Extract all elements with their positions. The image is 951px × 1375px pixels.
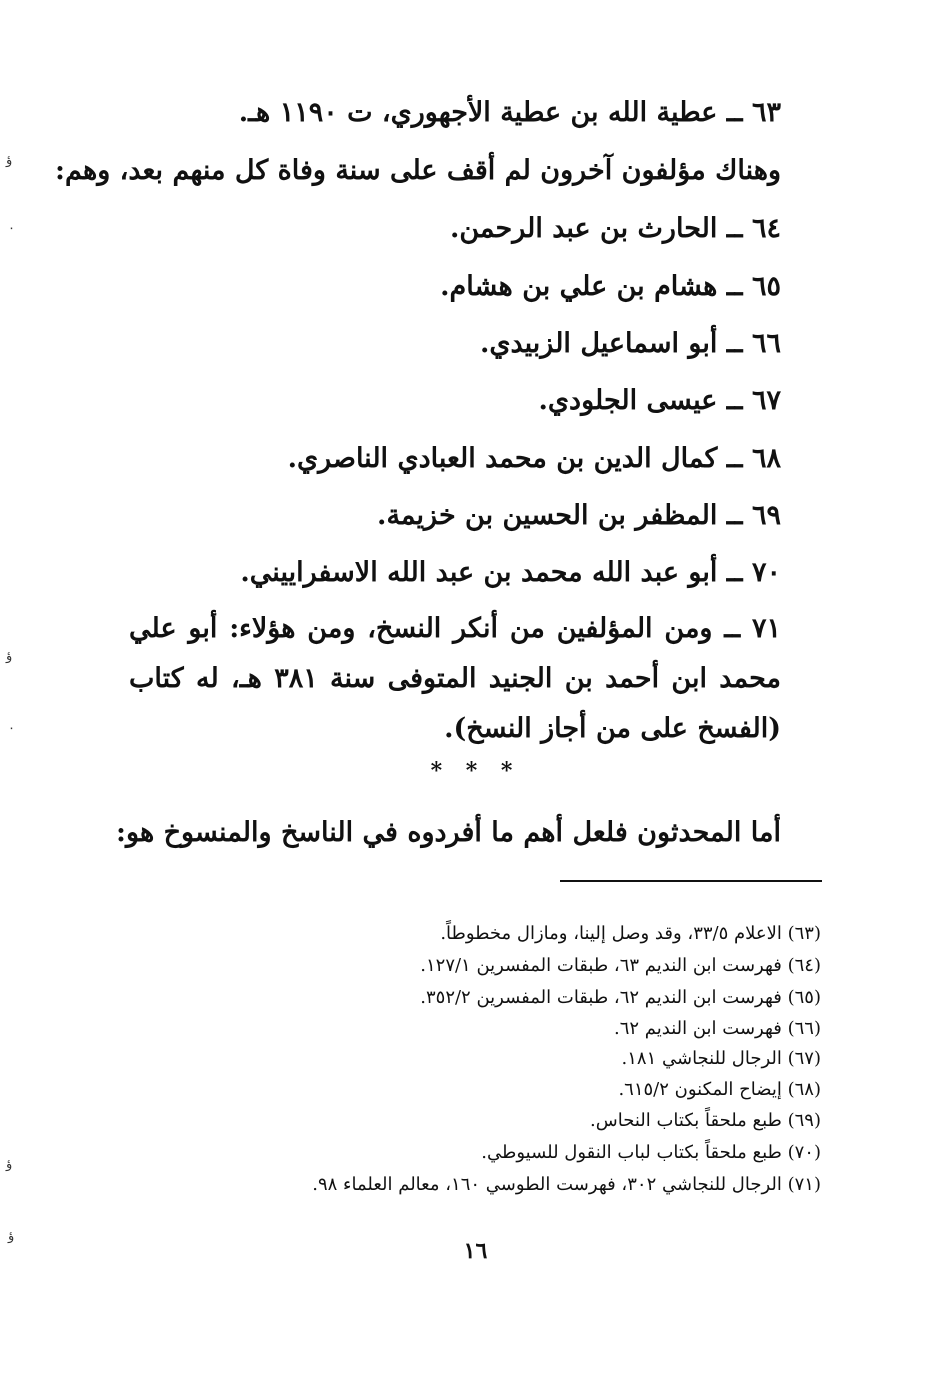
footnote-65: (٦٥) فهرست ابن النديم ٦٢، طبقات المفسرين ٣٥٢/٢. [420,987,821,1008]
footnote-66: (٦٦) فهرست ابن النديم ٦٢. [613,1018,821,1039]
entry-69: ٦٩ ــ المظفر بن الحسين بن خزيمة. [377,500,781,531]
footnote-68: (٦٨) إيضاح المكنون ٦١٥/٢. [618,1079,821,1100]
entry-66: ٦٦ ــ أبو اسماعيل الزبيدي. [479,328,781,359]
footnote-rule [560,880,822,882]
entry-65: ٦٥ ــ هشام بن علي بن هشام. [440,271,781,302]
closing-line: أما المحدثون فلعل أهم ما أفردوه في الناسخ والمنسوخ هو: [116,817,781,848]
margin-mark: ؤ [8,1229,15,1244]
entry-71-paragraph: ٧١ ــ ومن المؤلفين من أنكر النسخ، ومن هؤلاء: أبو علي محمد ابن أحمد بن الجنيد المتوفى سنة ٣٨١ هـ، له كتاب (الفسخ على من أجاز النسخ). [129,613,781,744]
margin-mark: ٠ [8,721,15,736]
footnote-67: (٦٧) الرجال للنجاشي ١٨١. [621,1048,821,1069]
footnote-63: (٦٣) الاعلام ٣٣/٥، وقد وصل إلينا، ومازال مخطوطاً. [440,923,821,944]
margin-mark: ؤ [6,649,13,664]
page-number: ١٦ [463,1238,488,1264]
footnote-70: (٧٠) طبع ملحقاً بكتاب لباب النقول للسيوطي. [481,1142,821,1163]
margin-mark: ٠ [8,221,15,236]
margin-mark: ؤ [6,1157,13,1172]
entry-67: ٦٧ ــ عيسى الجلودي. [538,385,781,416]
entry-68: ٦٨ ــ كمال الدين بن محمد العبادي الناصري. [287,443,781,474]
section-separator: * * * [430,758,521,784]
footnote-64: (٦٤) فهرست ابن النديم ٦٣، طبقات المفسرين ١٢٧/١. [420,955,821,976]
footnote-71: (٧١) الرجال للنجاشي ٣٠٢، فهرست الطوسي ١٦٠، معالم العلماء ٩٨. [312,1174,821,1195]
margin-mark: ؤ [6,153,13,168]
footnote-69: (٦٩) طبع ملحقاً بكتاب النحاس. [590,1110,821,1131]
entry-63: ٦٣ ــ عطية الله بن عطية الأجهوري، ت ١١٩٠ هـ. [238,97,781,128]
entry-64: ٦٤ ــ الحارث بن عبد الرحمن. [449,213,781,244]
intro-unknown-dates: وهناك مؤلفون آخرون لم أقف على سنة وفاة كل منهم بعد، وهم: [55,155,781,186]
entry-70: ٧٠ ــ أبو عبد الله محمد بن عبد الله الاسفراييني. [240,557,781,588]
